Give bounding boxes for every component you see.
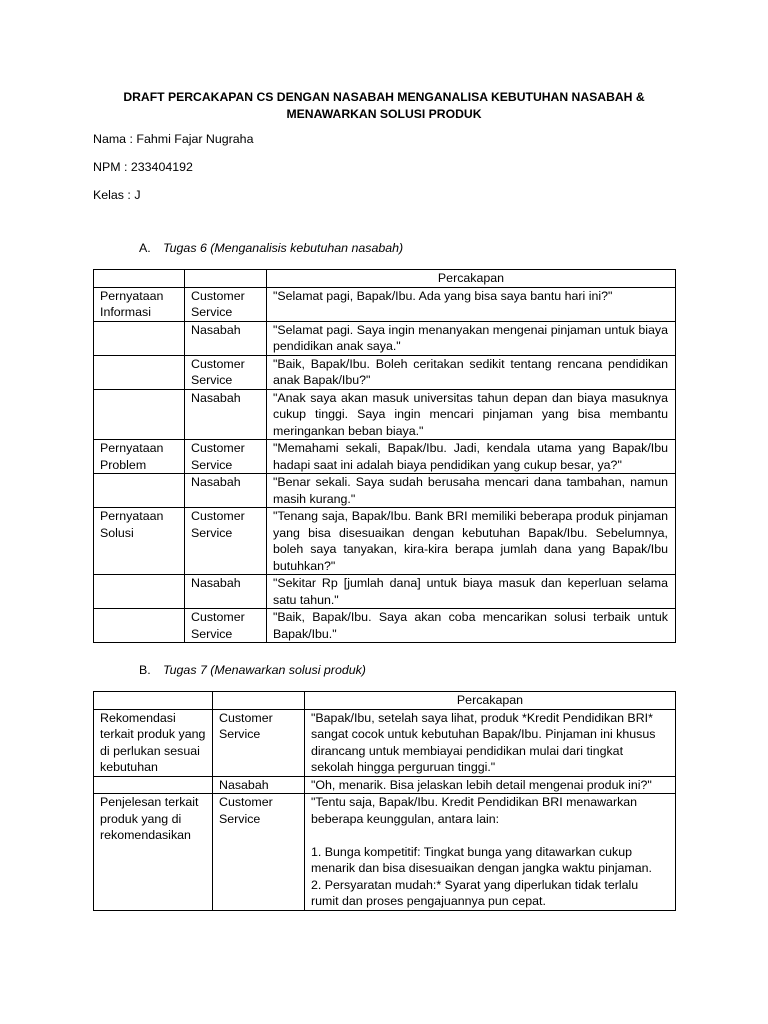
npm-line: [93, 160, 193, 174]
table-row: [94, 474, 676, 508]
dialogue-cell: "Benar sekali. Saya sudah berusaha mencari dana tambahan, namun masih kurang.": [267, 474, 676, 508]
table-row: [94, 508, 676, 575]
table-a-header-empty-2: [185, 270, 267, 288]
speaker-cell: Nasabah: [185, 389, 267, 440]
dialogue-cell: "Bapak/Ibu, setelah saya lihat, produk *Kredit Pendidikan BRI* sangat cocok untuk kebutuhan Bapak/Ibu. Pinjaman ini khusus dirancang untuk membiayai pendidikan mulai dari tingkat sekolah hingga perguruan tinggi.": [305, 709, 676, 776]
speaker-cell: Nasabah: [185, 575, 267, 609]
table-row: [94, 287, 676, 321]
title-line-2: MENAWARKAN SOLUSI PRODUK: [286, 107, 482, 121]
title-line-1: DRAFT PERCAKAPAN CS DENGAN NASABAH MENGANALISA KEBUTUHAN NASABAH &: [123, 90, 645, 104]
dialogue-cell: "Baik, Bapak/Ibu. Boleh ceritakan sedikit tentang rencana pendidikan anak Bapak/Ibu?": [267, 355, 676, 389]
category-cell: Penjelesan terkait produk yang di rekomendasikan: [94, 794, 213, 911]
table-a-header-empty-1: [94, 270, 185, 288]
speaker-cell: Customer Service: [213, 709, 305, 776]
category-cell: Pernyataan Solusi: [94, 508, 185, 575]
section-b-letter: B.: [139, 663, 151, 677]
speaker-cell: Customer Service: [185, 508, 267, 575]
table-row: [94, 794, 676, 911]
benefit-point-1: 1. Bunga kompetitif: Tingkat bunga yang ditawarkan cukup menarik dan bisa disesuaikan dengan jangka waktu pinjaman.: [311, 844, 652, 875]
benefit-point-2: 2. Persyaratan mudah:* Syarat yang diperlukan tidak terlalu rumit dan proses pengajuannya pun cepat.: [311, 877, 639, 908]
speaker-cell: Nasabah: [185, 474, 267, 508]
table-b-header: Percakapan: [305, 692, 676, 710]
table-row: [94, 389, 676, 440]
table-row: [94, 355, 676, 389]
speaker-cell: Customer Service: [185, 287, 267, 321]
table-row: [94, 575, 676, 609]
kelas-line: [93, 188, 141, 202]
speaker-cell: Nasabah: [185, 321, 267, 355]
category-cell: [94, 389, 185, 440]
dialogue-cell: "Memahami sekali, Bapak/Ibu. Jadi, kendala utama yang Bapak/Ibu hadapi saat ini adalah biaya pendidikan yang cukup besar, ya?": [267, 440, 676, 474]
table-b-header-empty-1: [94, 692, 213, 710]
category-cell: [94, 776, 213, 794]
table-row: [94, 609, 676, 643]
speaker-cell: Customer Service: [185, 440, 267, 474]
category-cell: [94, 474, 185, 508]
category-cell: [94, 609, 185, 643]
table-row: [94, 321, 676, 355]
section-a-letter: A.: [139, 241, 151, 255]
table-analisis-kebutuhan: [93, 269, 676, 643]
category-cell: [94, 355, 185, 389]
section-b-title: Tugas 7 (Menawarkan solusi produk): [163, 663, 366, 677]
dialogue-cell: "Sekitar Rp [jumlah dana] untuk biaya masuk dan keperluan selama satu tahun.": [267, 575, 676, 609]
dialogue-intro: "Tentu saja, Bapak/Ibu. Kredit Pendidikan BRI menawarkan beberapa keunggulan, antara lain:: [311, 795, 638, 826]
category-cell: Pernyataan Problem: [94, 440, 185, 474]
category-cell: Rekomendasi terkait produk yang di perlukan sesuai kebutuhan: [94, 709, 213, 776]
dialogue-cell: [305, 794, 676, 911]
speaker-cell: Nasabah: [213, 776, 305, 794]
nama-value: Fahmi Fajar Nugraha: [136, 132, 254, 146]
table-a-header-row: [94, 270, 676, 288]
section-a-heading: [139, 241, 403, 255]
section-a-title: Tugas 6 (Menganalisis kebutuhan nasabah): [163, 241, 404, 255]
speaker-cell: Customer Service: [185, 609, 267, 643]
category-cell: Pernyataan Informasi: [94, 287, 185, 321]
table-row: [94, 776, 676, 794]
dialogue-cell: "Selamat pagi. Saya ingin menanyakan mengenai pinjaman untuk biaya pendidikan anak saya.": [267, 321, 676, 355]
speaker-cell: Customer Service: [185, 355, 267, 389]
nama-line: [93, 132, 253, 146]
dialogue-cell: "Anak saya akan masuk universitas tahun depan dan biaya masuknya cukup tinggi. Saya ingin mencari pinjaman yang bisa membantu meringankan beban biaya.": [267, 389, 676, 440]
dialogue-cell: "Selamat pagi, Bapak/Ibu. Ada yang bisa saya bantu hari ini?": [267, 287, 676, 321]
speaker-cell: Customer Service: [213, 794, 305, 911]
table-a-header: Percakapan: [267, 270, 676, 288]
table-b-header-empty-2: [213, 692, 305, 710]
nama-label: Nama :: [93, 132, 133, 146]
dialogue-cell: "Baik, Bapak/Ibu. Saya akan coba mencarikan solusi terbaik untuk Bapak/Ibu.": [267, 609, 676, 643]
category-cell: [94, 321, 185, 355]
table-row: [94, 709, 676, 776]
kelas-label: Kelas :: [93, 188, 131, 202]
kelas-value: J: [134, 188, 141, 202]
dialogue-cell: "Tenang saja, Bapak/Ibu. Bank BRI memiliki beberapa produk pinjaman yang bisa disesuaikan dengan kebutuhan Bapak/Ibu. Sebelumnya, boleh saya tanyakan, kira-kira berapa jumlah dana yang Bapak/Ibu butuhkan?": [267, 508, 676, 575]
table-solusi-produk: [93, 691, 676, 911]
category-cell: [94, 575, 185, 609]
table-row: [94, 440, 676, 474]
npm-value: 233404192: [130, 160, 193, 174]
table-b-header-row: [94, 692, 676, 710]
npm-label: NPM :: [93, 160, 128, 174]
document-title: [93, 89, 675, 123]
section-b-heading: [139, 663, 366, 677]
dialogue-cell: "Oh, menarik. Bisa jelaskan lebih detail mengenai produk ini?": [305, 776, 676, 794]
